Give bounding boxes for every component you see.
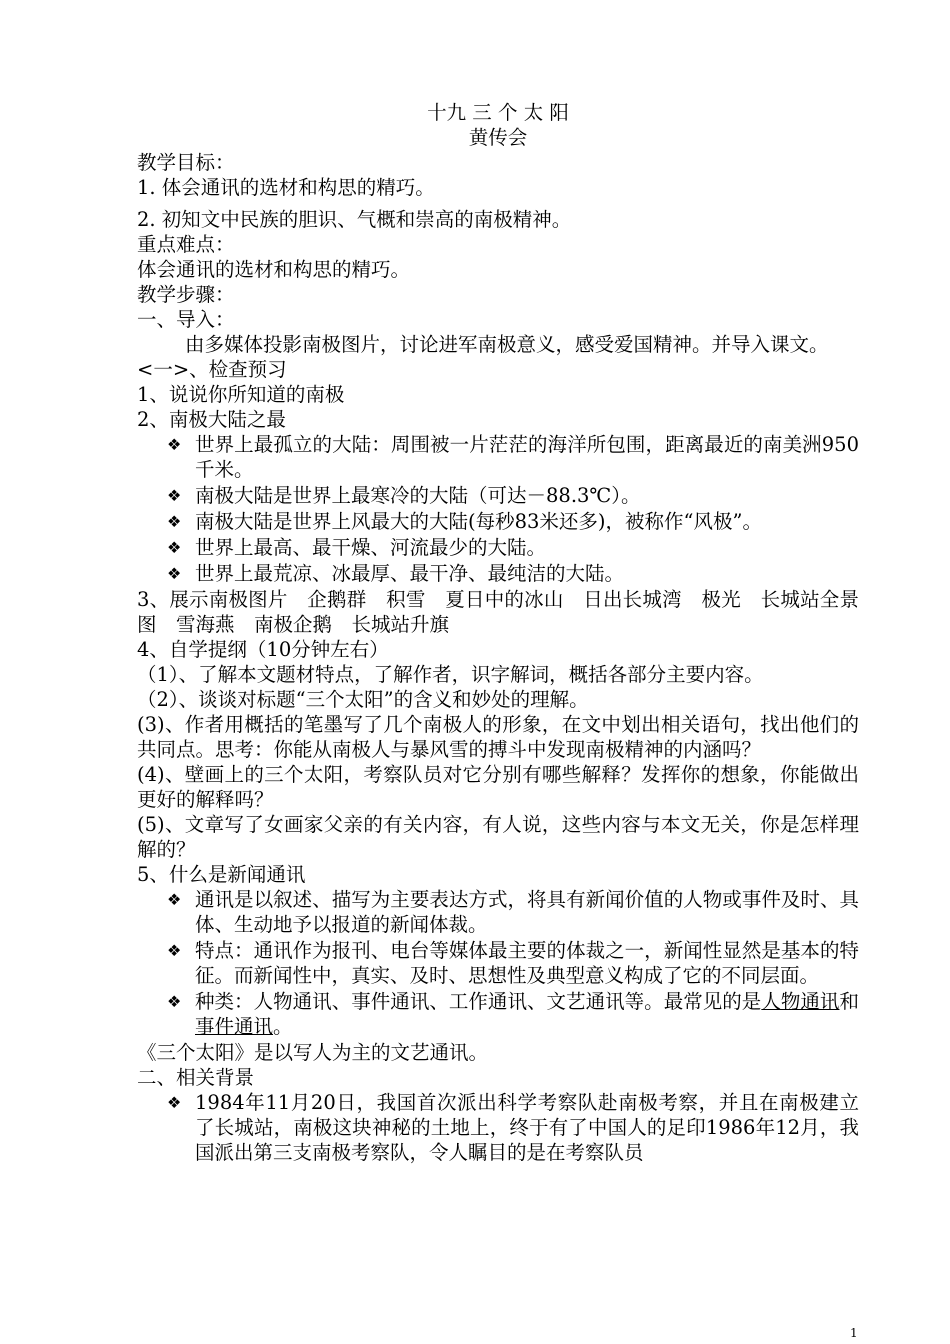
goal-item-1: 1. 体会通讯的选材和构思的精巧。 <box>137 176 435 199</box>
lesson-title: 十九 三 个 太 阳 <box>427 101 569 124</box>
list-item: ❖ 南极大陆是世界上风最大的大陆(每秒83米还多)，被称作“风极”。 <box>167 510 762 533</box>
steps-heading: 教学步骤： <box>137 283 235 306</box>
summary-text: 《三个太阳》是以写人为主的文艺通讯。 <box>137 1041 489 1064</box>
document-page <box>137 100 859 1166</box>
underlined-term: 事件通讯 <box>195 1015 274 1038</box>
diamond-bullet-icon: ❖ <box>167 890 182 909</box>
intro-text: 由多媒体投影南极图片，讨论进军南极意义，感受爱国精神。并导入课文。 <box>185 333 829 356</box>
diamond-bullet-icon: ❖ <box>167 538 182 557</box>
diamond-bullet-icon: ❖ <box>167 1093 182 1112</box>
superlatives-list <box>137 432 859 586</box>
check-item-2: 2、南极大陆之最 <box>137 408 286 431</box>
outline-item-5: (5)、文章写了女画家父亲的有关内容，有人说，这些内容与本文无关，你是怎样理解的？ <box>137 813 859 861</box>
author-name: 黄传会 <box>468 126 528 149</box>
check-item-3: 3、展示南极图片 企鹅群 积雪 夏日中的冰山 日出长城湾 极光 长城站全景图 雪海燕 南极企鹅 长城站升旗 <box>137 588 859 636</box>
list-item: ❖ 世界上最孤立的大陆：周围被一片茫茫的海洋所包围，距离最近的南美洲950千米。 <box>167 433 859 481</box>
underlined-term: 人物通讯 <box>761 990 840 1013</box>
diamond-bullet-icon: ❖ <box>167 486 182 505</box>
check-item-4: 4、自学提纲（10分钟左右） <box>137 638 389 661</box>
diamond-bullet-icon: ❖ <box>167 992 182 1011</box>
list-item: ❖ 世界上最荒凉、冰最厚、最干净、最纯洁的大陆。 <box>167 562 625 585</box>
background-list <box>137 1090 859 1165</box>
outline-item-3: (3)、作者用概括的笔墨写了几个南极人的形象，在文中划出相关语句，找出他们的共同点。思考：你能从南极人与暴风雪的搏斗中发现南极精神的内涵吗？ <box>137 713 859 761</box>
check-heading: <一>、检查预习 <box>137 358 287 381</box>
page-number: 1 <box>850 1326 858 1340</box>
diamond-bullet-icon: ❖ <box>167 435 182 454</box>
goal-heading: 教学目标： <box>137 151 235 174</box>
goal-item-2: 2. 初知文中民族的胆识、气概和崇高的南极精神。 <box>137 208 572 231</box>
key-heading: 重点难点： <box>137 233 235 256</box>
background-heading: 二、相关背景 <box>137 1066 255 1089</box>
key-text: 体会通讯的选材和构思的精巧。 <box>137 258 411 281</box>
outline-item-1: （1）、了解本文题材特点，了解作者，识字解词，概括各部分主要内容。 <box>137 663 764 686</box>
list-item: ❖ 1984年11月20日，我国首次派出科学考察队赴南极考察，并且在南极建立了长城站，南极这块神秘的土地上，终于有了中国人的足印1986年12月，我国派出第三支南极考察队，令人瞩目的是在考察队员 <box>167 1091 859 1164</box>
outline-item-2: （2）、谈谈对标题“三个太阳”的含义和妙处的理解。 <box>137 688 589 711</box>
news-list <box>137 887 859 1039</box>
list-item: ❖ 南极大陆是世界上最寒冷的大陆（可达－88.3℃）。 <box>167 484 641 507</box>
diamond-bullet-icon: ❖ <box>167 941 182 960</box>
diamond-bullet-icon: ❖ <box>167 512 182 531</box>
intro-heading: 一、导入： <box>137 308 235 331</box>
check-item-1: 1、说说你所知道的南极 <box>137 383 345 406</box>
list-item: ❖ 种类：人物通讯、事件通讯、工作通讯、文艺通讯等。最常见的是人物通讯和事件通讯。 <box>167 990 859 1038</box>
list-item: ❖ 世界上最高、最干燥、河流最少的大陆。 <box>167 536 547 559</box>
list-item: ❖ 特点：通讯作为报刊、电台等媒体最主要的体裁之一，新闻性显然是基本的特征。而新闻性中，真实、及时、思想性及典型意义构成了它的不同层面。 <box>167 939 859 987</box>
diamond-bullet-icon: ❖ <box>167 564 182 583</box>
list-item: ❖ 通讯是以叙述、描写为主要表达方式，将具有新闻价值的人物或事件及时、具体、生动地予以报道的新闻体裁。 <box>167 888 859 936</box>
outline-item-4: (4)、壁画上的三个太阳，考察队员对它分别有哪些解释？发挥你的想象，你能做出更好的解释吗？ <box>137 763 859 811</box>
check-item-5: 5、什么是新闻通讯 <box>137 863 306 886</box>
